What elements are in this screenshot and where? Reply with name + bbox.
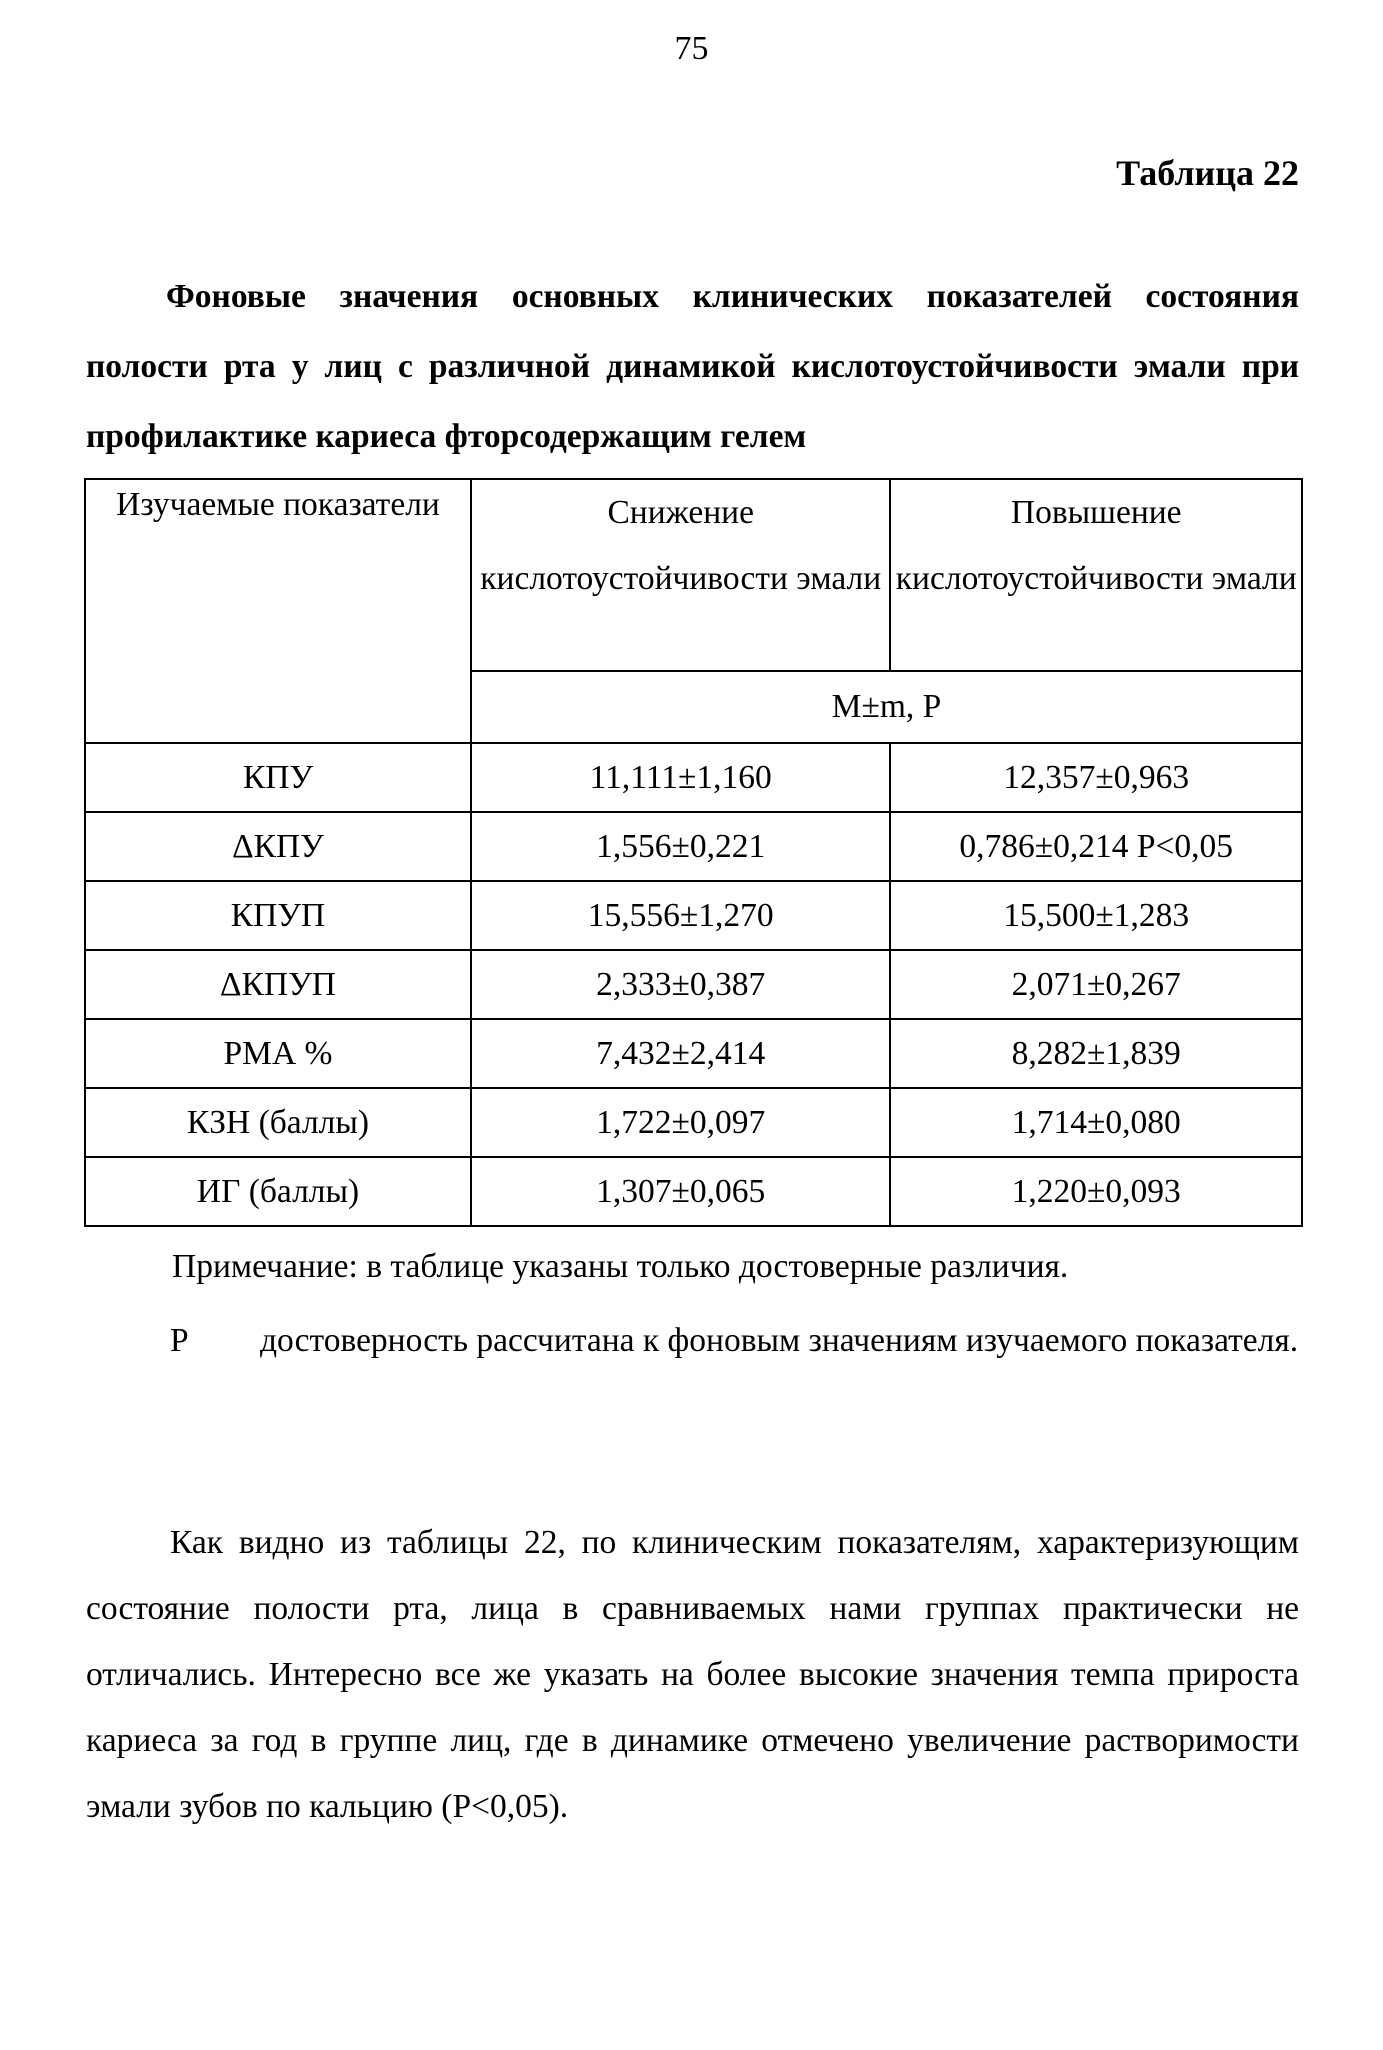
cell-decrease: 1,722±0,097 [471, 1088, 890, 1157]
table-label: Таблица 22 [1116, 153, 1299, 193]
cell-decrease: 7,432±2,414 [471, 1019, 890, 1088]
cell-decrease: 15,556±1,270 [471, 881, 890, 950]
significance-note-text: достоверность рассчитана к фоновым значениям изучаемого показателя. [260, 1322, 1299, 1359]
row-label: КПУ [85, 743, 471, 812]
header-indicators: Изучаемые показатели [85, 479, 471, 743]
row-label: РМА % [85, 1019, 471, 1088]
table-row [85, 1157, 1302, 1226]
table-caption [86, 262, 1299, 472]
table-row [85, 1088, 1302, 1157]
row-label: ΔКПУП [85, 950, 471, 1019]
significance-note [86, 1308, 1299, 1374]
cell-increase: 1,714±0,080 [890, 1088, 1302, 1157]
cell-decrease: 1,307±0,065 [471, 1157, 890, 1226]
caption-text: Фоновые значения основных клинических показателей состояния полости рта у лиц с различной динамикой кислотоустойчивости эмали при профилактике кариеса фторсодержащим гелем [86, 278, 1299, 455]
cell-increase: 15,500±1,283 [890, 881, 1302, 950]
table-note: Примечание: в таблице указаны только достоверные различия. [172, 1248, 1069, 1285]
cell-decrease: 2,333±0,387 [471, 950, 890, 1019]
data-table [84, 478, 1303, 1227]
row-label: КЗН (баллы) [85, 1088, 471, 1157]
cell-increase: 8,282±1,839 [890, 1019, 1302, 1088]
page-number: 75 [674, 30, 709, 67]
row-label: КПУП [85, 881, 471, 950]
table-row [85, 743, 1302, 812]
p-letter: Р [170, 1322, 189, 1359]
body-paragraph [86, 1510, 1299, 1840]
header-increase: Повышение кислотоустойчивости эмали [890, 479, 1302, 671]
header-decrease: Снижение кислотоустойчивости эмали [471, 479, 890, 671]
row-label: ИГ (баллы) [85, 1157, 471, 1226]
cell-increase: 2,071±0,267 [890, 950, 1302, 1019]
cell-increase: 1,220±0,093 [890, 1157, 1302, 1226]
table-row [85, 1019, 1302, 1088]
cell-decrease: 11,111±1,160 [471, 743, 890, 812]
cell-decrease: 1,556±0,221 [471, 812, 890, 881]
table-row [85, 950, 1302, 1019]
row-label: ΔКПУ [85, 812, 471, 881]
table-header-row [85, 479, 1302, 671]
table-row [85, 812, 1302, 881]
paragraph-text: Как видно из таблицы 22, по клиническим показателям, характеризующим состояние полости рта, лица в сравниваемых нами группах практически не отличались. Интересно все же указать на более высокие значения темпа прироста кариеса за год в группе лиц, где в динамике отмечено увеличение растворимости эмали зубов по кальцию (Р<0,05). [86, 1524, 1299, 1825]
table-row [85, 881, 1302, 950]
header-stat: M±m, P [471, 671, 1302, 743]
cell-increase: 0,786±0,214 P<0,05 [890, 812, 1302, 881]
cell-increase: 12,357±0,963 [890, 743, 1302, 812]
